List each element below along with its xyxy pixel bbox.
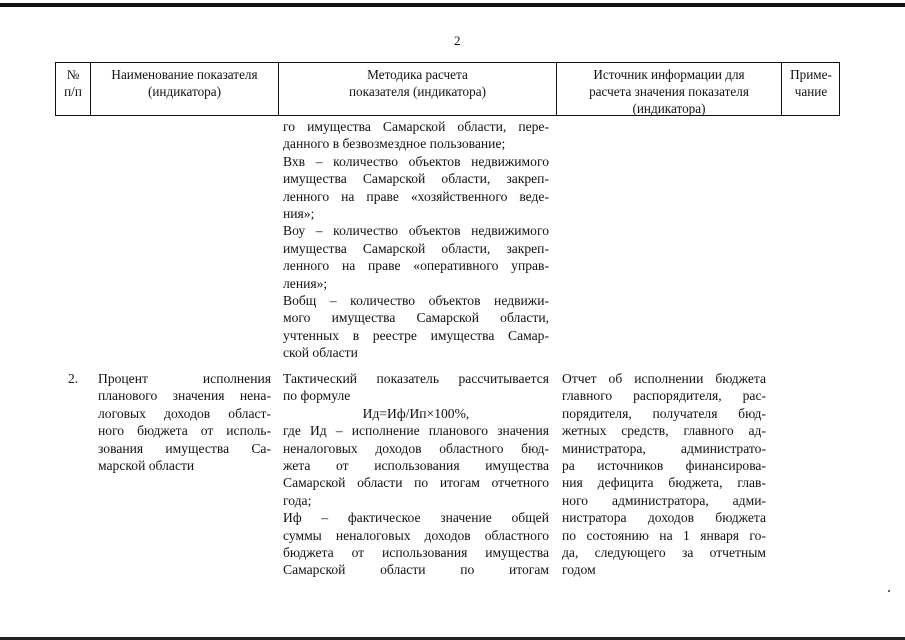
text-line: по состоянию на 1 января го- xyxy=(562,527,766,543)
header-line: чание xyxy=(794,84,828,99)
text-line: Самарской области по итогам xyxy=(283,562,549,578)
header-number xyxy=(56,66,90,100)
text-line: ного администратора, адми- xyxy=(562,492,766,508)
text-line: логовых доходов област- xyxy=(98,405,271,421)
header-method xyxy=(279,66,556,100)
text-line: ния»; xyxy=(283,206,315,222)
text-line: данного в безвозмездное пользование; xyxy=(283,136,506,152)
text-line: Отчет об исполнении бюджета xyxy=(562,371,766,386)
text-line: суммы неналоговых доходов областного xyxy=(283,527,549,543)
text-line: Тактический показатель рассчитывается xyxy=(283,371,549,386)
header-line: п/п xyxy=(64,84,82,99)
indicator-method xyxy=(283,370,549,579)
text-line: ления»; xyxy=(283,275,328,291)
text-line: Воу – количество объектов недвижимого xyxy=(283,223,549,239)
information-source xyxy=(562,370,766,579)
header-source xyxy=(557,66,781,117)
text-line: года; xyxy=(283,492,312,508)
text-line: жета от использования имущества xyxy=(283,458,549,474)
text-line: Процент исполнения xyxy=(98,371,271,386)
header-indicator-name xyxy=(91,66,278,100)
text-line: бюджета от использования имущества xyxy=(283,545,549,561)
text-line: ния дефицита бюджета, глав- xyxy=(562,475,766,491)
page-number: 2 xyxy=(454,33,461,48)
text-line: Вобщ – количество объектов недвижи- xyxy=(283,293,549,309)
text-line: зования имущества Са- xyxy=(98,440,271,456)
method-continuation xyxy=(283,118,549,362)
text-line: учтенных в реестре имущества Самар- xyxy=(283,327,549,343)
text-line: мого имущества Самарской области, xyxy=(283,310,549,326)
text-line: порядителя, получателя бюд- xyxy=(562,405,766,421)
header-line: Методика расчета xyxy=(367,67,468,82)
text-line: ленного на праве «оперативного управ- xyxy=(283,258,549,274)
text-line: годом xyxy=(562,562,596,578)
scan-speck xyxy=(888,590,890,592)
header-line: Приме- xyxy=(790,67,832,82)
text-line: имущества Самарской области, закреп- xyxy=(283,240,549,256)
header-line: № xyxy=(66,67,80,82)
scan-edge-top xyxy=(0,3,905,7)
text-line: ра источников финансирова- xyxy=(562,458,766,474)
text-line: где Ид – исполнение планового значения xyxy=(283,423,549,439)
header-note xyxy=(782,66,840,100)
text-line: неналоговых доходов областного бюд- xyxy=(283,440,549,456)
header-line: расчета значения показателя xyxy=(589,84,749,99)
text-line: да, следующего за отчетным xyxy=(562,545,766,561)
header-line: (индикатора) xyxy=(147,84,221,99)
text-line: главного распорядителя, рас- xyxy=(562,388,766,404)
text-line: жетных средств, главного ад- xyxy=(562,423,766,439)
text-line: го имущества Самарской области, пере- xyxy=(283,119,549,134)
text-line: ленного на праве «хозяйственного веде- xyxy=(283,188,549,204)
text-line: Иф – фактическое значение общей xyxy=(283,510,549,526)
indicator-name xyxy=(98,370,271,474)
text-line: марской области xyxy=(98,458,195,474)
text-line: министратора, администрато- xyxy=(562,440,766,456)
text-line: нистратора доходов бюджета xyxy=(562,510,766,526)
text-line: ской области xyxy=(283,345,358,361)
header-line: Источник информации для xyxy=(593,67,745,82)
text-line: планового значения нена- xyxy=(98,388,271,404)
text-line: имущества Самарской области, закреп- xyxy=(283,171,549,187)
header-line: (индикатора) xyxy=(632,101,706,116)
header-line: Наименование показателя xyxy=(111,67,258,82)
header-line: показателя (индикатора) xyxy=(348,84,486,99)
text-line: ного бюджета от исполь- xyxy=(98,423,271,439)
formula: Ид=Иф/Ип×100%, xyxy=(362,405,470,421)
row-number: 2. xyxy=(68,371,79,386)
text-line: Самарской области по итогам отчетного xyxy=(283,475,549,491)
text-line: Вхв – количество объектов недвижимого xyxy=(283,153,549,169)
text-line: по формуле xyxy=(283,388,351,404)
